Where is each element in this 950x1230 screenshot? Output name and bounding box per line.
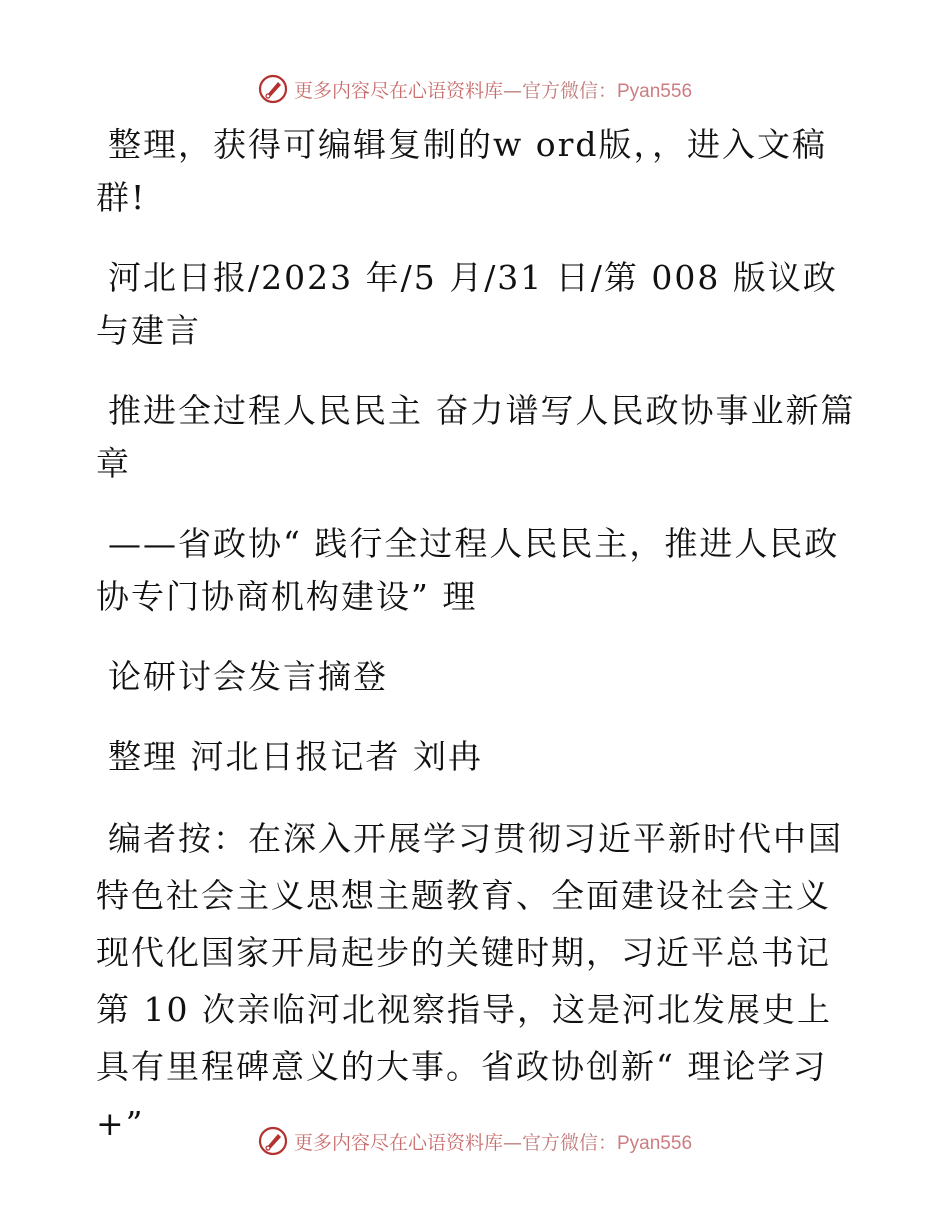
pen-nib-seal-icon <box>258 1126 288 1156</box>
watermark-wechat-label: 官方微信： <box>521 79 617 102</box>
article-title: 推进全过程人民民主 奋力谱写人民政协事业新篇章 <box>96 391 856 483</box>
watermark-wechat-id: Pyan556 <box>617 80 693 102</box>
watermark-site-text: 更多内容尽在心语资料库 <box>293 79 503 102</box>
source-line: 河北日报/2023 年/5 月/31 日/第 008 版议政与建言 <box>96 258 838 350</box>
article-subtitle-continued: 论研讨会发言摘登 <box>108 657 388 696</box>
watermark-wechat-label: 官方微信： <box>521 1131 617 1154</box>
article-subtitle: ——省政协“ 践行全过程人民民主，推进人民政协专门协商机构建设” 理 <box>96 524 840 616</box>
byline: 整理 河北日报记者 刘冉 <box>108 737 483 776</box>
editor-note-paragraph: 编者按：在深入开展学习贯彻习近平新时代中国特色社会主义思想主题教育、全面建设社会主义现代化国家开局起步的关键时期，习近平总书记第 10 次亲临河北视察指导，这是河北发展史上具有里程碑意义的大事。省政协创新“ 理论学习+” <box>96 819 843 1143</box>
watermark-text <box>294 76 692 103</box>
pen-nib-seal-icon <box>258 74 288 104</box>
document-body <box>96 118 856 1152</box>
watermark-text <box>294 1128 692 1155</box>
header-watermark-banner <box>0 72 950 106</box>
watermark-separator: — <box>502 1131 522 1154</box>
watermark-wechat-id: Pyan556 <box>617 1132 693 1154</box>
watermark-site-text: 更多内容尽在心语资料库 <box>293 1131 503 1154</box>
watermark-separator: — <box>502 79 522 102</box>
intro-paragraph: 整理，获得可编辑复制的w ord版，，进入文稿群! <box>96 125 828 217</box>
footer-watermark-banner <box>0 1124 950 1158</box>
